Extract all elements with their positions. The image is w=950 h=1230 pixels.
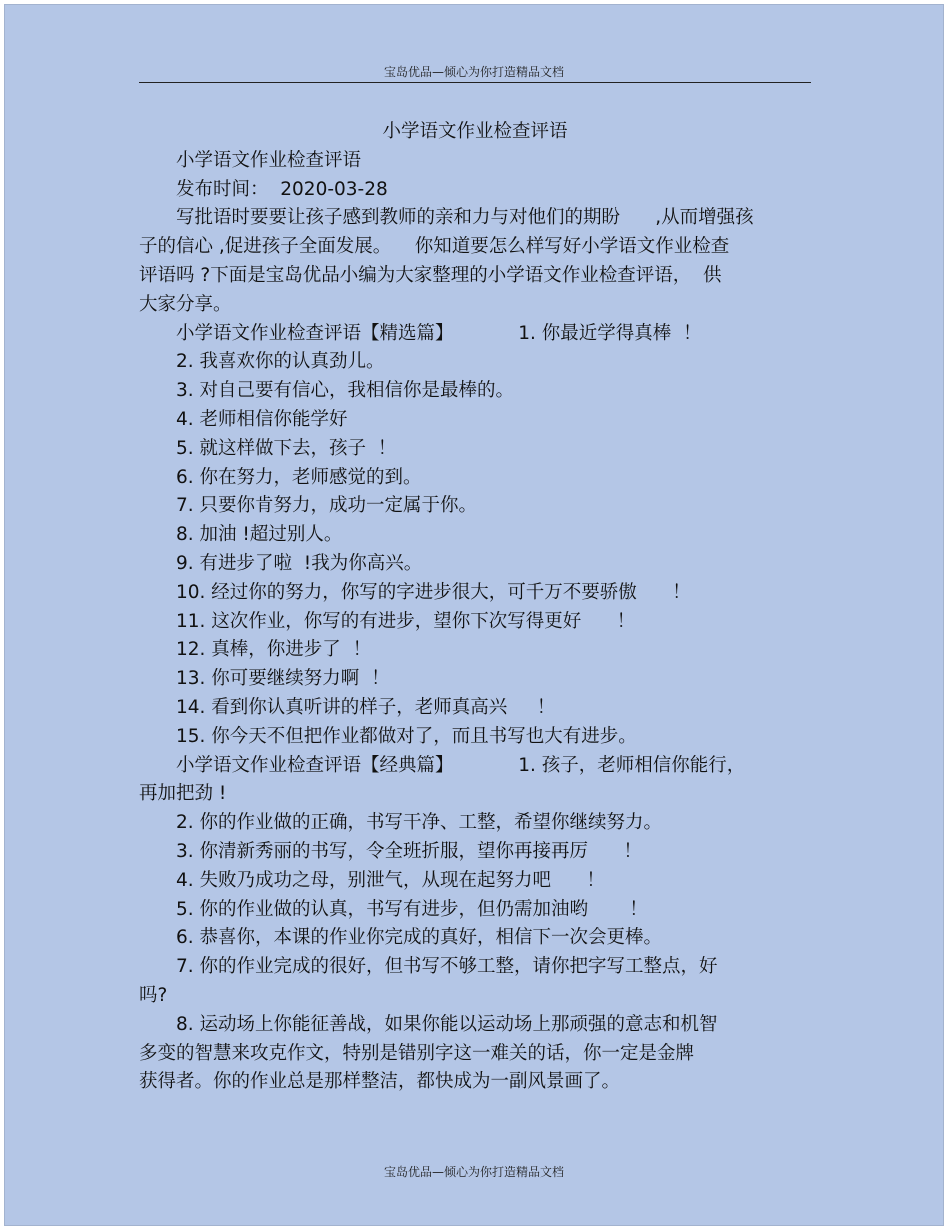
intro-line: 评语吗 ?下面是宝岛优品小编为大家整理的小学语文作业检查评语， 供: [139, 264, 722, 286]
list-item: 7. 只要你肯努力，成功一定属于你。: [176, 495, 478, 517]
list-item-cont: 获得者。你的作业总是那样整洁，都快成为一副风景画了。: [139, 1071, 621, 1093]
document-page: [4, 4, 944, 1226]
list-item: 2. 我喜欢你的认真劲儿。: [176, 351, 385, 373]
intro-line: 大家分享。: [139, 293, 232, 315]
list-item: 12. 真棒，你进步了 ！: [176, 639, 372, 661]
list-item: 10. 经过你的努力，你写的字进步很大，可千万不要骄傲 ！: [176, 581, 691, 603]
list-item: 8. 加油 !超过别人。: [176, 524, 343, 546]
list-item: 6. 你在努力，老师感觉的到。: [176, 466, 422, 488]
intro-line: 子的信心 ,促进孩子全面发展。 你知道要怎么样写好小学语文作业检查: [139, 236, 730, 258]
list-item: 4. 失败乃成功之母，别泄气，从现在起努力吧 ！: [176, 869, 605, 891]
list-item: 11. 这次作业，你写的有进步，望你下次写得更好 ！: [176, 610, 636, 632]
publish-date: 发布时间： 2020-03-28: [176, 178, 388, 200]
list-item: 8. 运动场上你能征善战，如果你能以运动场上那顽强的意志和机智: [176, 1013, 718, 1035]
page-header: 宝岛优品—倾心为你打造精品文档: [383, 65, 564, 79]
list-item: 4. 老师相信你能学好: [176, 408, 348, 430]
section-heading-classic: 小学语文作业检查评语【经典篇】 1. 孩子，老师相信你能行，: [176, 754, 746, 776]
document-subtitle: 小学语文作业检查评语: [176, 149, 362, 171]
intro-line: 写批语时要要让孩子感到教师的亲和力与对他们的期盼 ,从而增强孩: [176, 207, 754, 229]
header-divider: [139, 82, 811, 83]
list-item: 9. 有进步了啦 !我为你高兴。: [176, 552, 423, 574]
section-heading-selected: 小学语文作业检查评语【精选篇】 1. 你最近学得真棒 ！: [176, 322, 702, 344]
list-item: 5. 你的作业做的认真，书写有进步，但仍需加油哟 ！: [176, 898, 648, 920]
document-body: [139, 118, 811, 1097]
document-title: 小学语文作业检查评语: [382, 121, 568, 142]
list-item: 15. 你今天不但把作业都做对了，而且书写也大有进步。: [176, 725, 637, 747]
list-item: 3. 对自己要有信心，我相信你是最棒的。: [176, 380, 515, 402]
section-heading-classic-cont: 再加把劲 !: [139, 783, 227, 805]
page-footer: 宝岛优品—倾心为你打造精品文档: [383, 1165, 564, 1179]
list-item: 7. 你的作业完成的很好，但书写不够工整，请你把字写工整点，好: [176, 956, 718, 978]
list-item: 5. 就这样做下去，孩子 ！: [176, 437, 397, 459]
list-item-cont: 吗?: [139, 984, 168, 1006]
list-item: 3. 你清新秀丽的书写，令全班折服，望你再接再厉 ！: [176, 840, 642, 862]
list-item: 6. 恭喜你，本课的作业你完成的真好，相信下一次会更棒。: [176, 927, 663, 949]
list-item: 13. 你可要继续努力啊 ！: [176, 668, 390, 690]
list-item: 2. 你的作业做的正确，书写干净、工整，希望你继续努力。: [176, 812, 663, 834]
list-item: 14. 看到你认真听讲的样子，老师真高兴 ！: [176, 696, 556, 718]
list-item-cont: 多变的智慧来攻克作文，特别是错别字这一难关的话，你一定是金牌: [139, 1042, 695, 1064]
